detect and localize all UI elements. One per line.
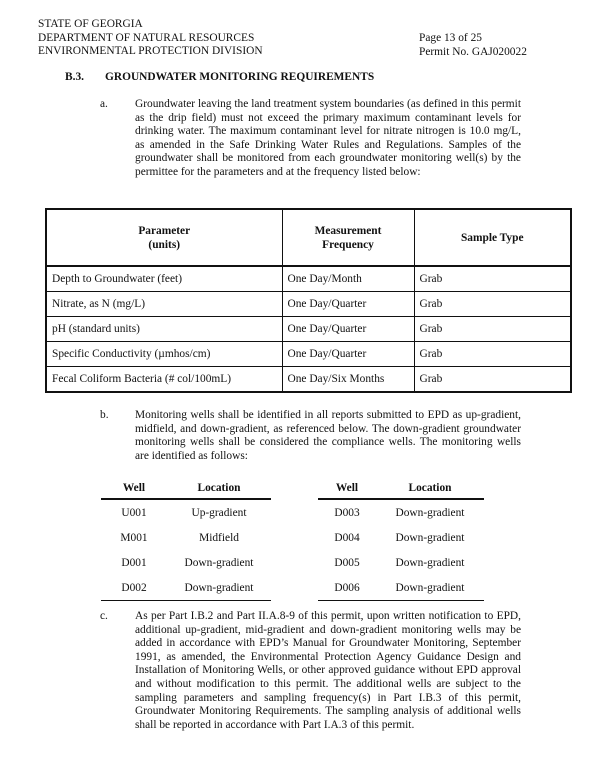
para-c-marker: c. [100, 610, 108, 622]
cell-parameter: Specific Conductivity (µmhos/cm) [46, 342, 282, 367]
table-row [101, 550, 271, 575]
cell-parameter: Nitrate, as N (mg/L) [46, 292, 282, 317]
wells-header-well: Well [318, 478, 376, 499]
para-b-text: Monitoring wells shall be identified in all reports submitted to EPD as up-gradient, midfield, and down-gradient, as referenced below. The down-gradient groundwater monitoring wells shall be considered the compliance wells. The monitoring wells are identified as follows: [135, 409, 521, 462]
section-heading [65, 71, 374, 83]
table-row [46, 342, 571, 367]
table-row [46, 317, 571, 342]
header-division: ENVIRONMENTAL PROTECTION DIVISION [38, 45, 263, 57]
agency-header [38, 18, 263, 59]
page-header-right [419, 32, 527, 59]
wells-header-well: Well [101, 478, 167, 499]
table-row [101, 499, 271, 525]
permit-number: Permit No. GAJ020022 [419, 45, 527, 58]
table-row [318, 525, 484, 550]
header-frequency-text: Measurement Frequency [314, 224, 382, 251]
table-row [46, 266, 571, 292]
well-location: Down-gradient [395, 556, 465, 569]
wells-table-right [318, 478, 484, 601]
table-row [101, 575, 271, 601]
header-state: STATE OF GEORGIA [38, 18, 143, 30]
wells-table-left [101, 478, 271, 601]
well-location: Up-gradient [191, 506, 247, 519]
cell-sample-type: Grab [414, 367, 571, 393]
table-row [318, 499, 484, 525]
well-id: U001 [121, 506, 147, 519]
header-sample-type [414, 209, 571, 266]
table-row [318, 575, 484, 601]
cell-frequency: One Day/Month [282, 266, 414, 292]
well-id: D003 [334, 506, 360, 519]
section-number: B.3. [65, 71, 84, 83]
well-id: D001 [121, 556, 147, 569]
table-row [101, 525, 271, 550]
cell-parameter: Fecal Coliform Bacteria (# col/100mL) [46, 367, 282, 393]
parameter-table [45, 208, 572, 393]
page-number: Page 13 of 25 [419, 32, 482, 44]
header-department: DEPARTMENT OF NATURAL RESOURCES [38, 31, 255, 44]
well-id: D006 [318, 575, 376, 601]
cell-frequency: One Day/Quarter [282, 317, 414, 342]
header-sample-type-text: Sample Type [460, 231, 524, 244]
section-title: GROUNDWATER MONITORING REQUIREMENTS [105, 71, 375, 83]
cell-sample-type: Grab [414, 266, 571, 292]
para-b-marker: b. [100, 409, 109, 421]
well-location: Midfield [199, 531, 239, 544]
well-id: D002 [101, 575, 167, 601]
cell-parameter: pH (standard units) [46, 317, 282, 342]
header-parameter [46, 209, 282, 266]
parameter-table-header [46, 209, 571, 266]
cell-frequency: One Day/Quarter [282, 292, 414, 317]
wells-header-location: Location [167, 478, 271, 499]
well-location: Down-gradient [167, 575, 271, 601]
table-row [46, 292, 571, 317]
para-a-marker: a. [100, 98, 108, 110]
para-c-text: As per Part I.B.2 and Part II.A.8-9 of this permit, upon written notification to EPD, additional up-gradient, mid-gradient and down-gradient monitoring wells may be added in accordance with EPD’s Manual for Groundwater Monitoring, September 1991, as amended, the Environmental Protection Agency Guidance Design and Installation of Monitoring Wells, or other approved guidance without EPD approval and without modification to this permit. The additional wells are subject to the sampling parameters and sampling frequency(s) in Part I.B.3 of this permit, Groundwater Monitoring Requirements. The sampling analysis of additional wells shall be reported in accordance with Part I.A.3 of this permit. [135, 610, 521, 731]
cell-frequency: One Day/Quarter [282, 342, 414, 367]
well-location: Down-gradient [184, 556, 254, 569]
well-location: Down-gradient [395, 531, 465, 544]
well-id: M001 [120, 531, 148, 544]
cell-sample-type: Grab [414, 317, 571, 342]
well-location: Down-gradient [376, 575, 484, 601]
cell-parameter: Depth to Groundwater (feet) [46, 266, 282, 292]
table-row [318, 550, 484, 575]
para-a-text: Groundwater leaving the land treatment system boundaries (as defined in this permit as the drip field) must not exceed the primary maximum contaminant levels for drinking water. The maximum contaminant level for nitrate nitrogen is 10.0 mg/L, as amended in the Safe Drinking Water Rules and Regulations. Samples of the groundwater shall be monitored from each groundwater monitoring well(s) by the permittee for the parameters and at the frequency listed below: [135, 98, 521, 178]
cell-frequency: One Day/Six Months [282, 367, 414, 393]
header-frequency [282, 209, 414, 266]
wells-header-location: Location [376, 478, 484, 499]
cell-sample-type: Grab [414, 292, 571, 317]
well-location: Down-gradient [395, 506, 465, 519]
cell-sample-type: Grab [414, 342, 571, 367]
header-parameter-text: Parameter (units) [138, 224, 191, 251]
well-id: D004 [334, 531, 360, 544]
table-row [46, 367, 571, 393]
well-id: D005 [334, 556, 360, 569]
